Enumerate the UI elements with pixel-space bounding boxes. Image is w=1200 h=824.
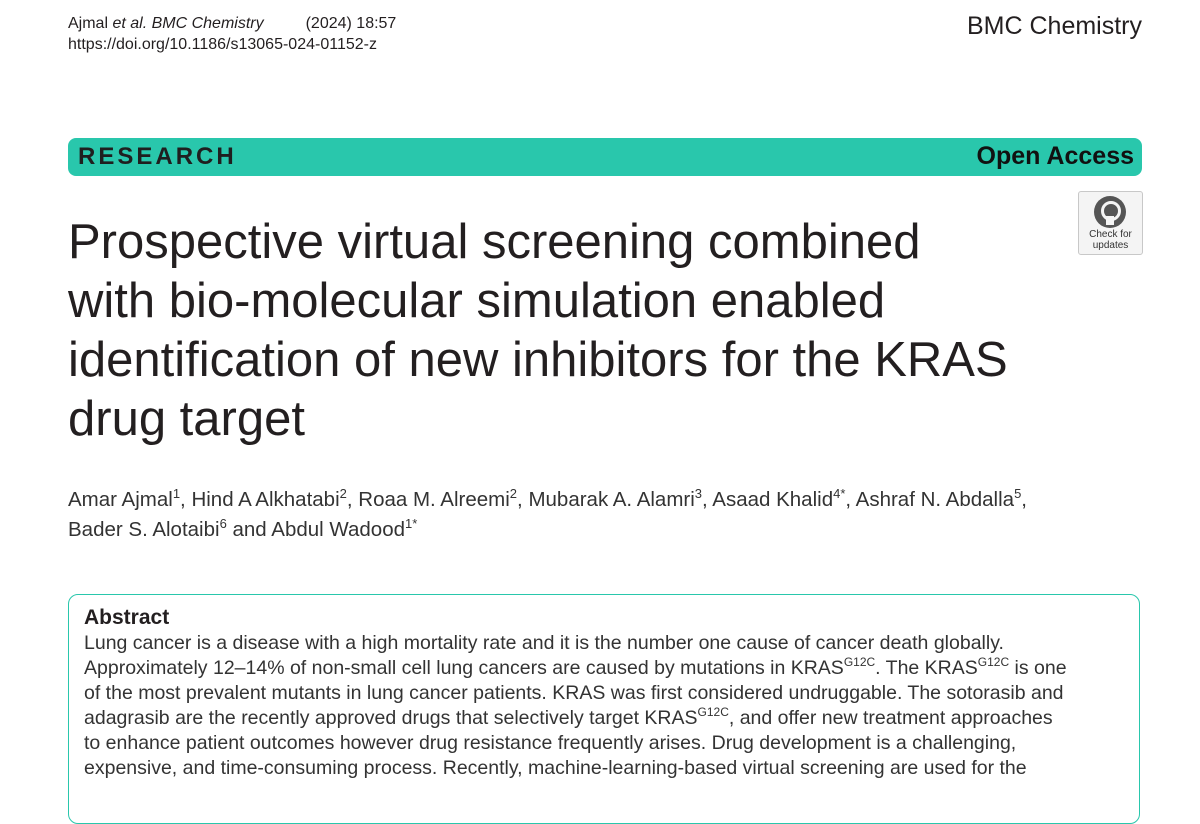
citation-header [68,13,396,55]
author-affiliation: 5 [1014,486,1022,501]
author-affiliation: 6 [219,516,227,531]
journal-name: BMC Chemistry [966,12,1142,40]
author-separator: , [517,488,529,511]
title-line: with bio-molecular simulation enabled [68,274,886,328]
citation-authors: Ajmal [68,15,113,32]
citation-year-volume: (2024) 18:57 [305,15,397,32]
abstract-line: Lung cancer is a disease with a high mortality rate and it is the number one cause of cancer death globally. [84,632,1004,654]
abstract-line [84,656,1119,681]
abstract-text-run: , and offer new treatment approaches [728,707,1053,729]
author-affiliation: 1* [405,516,418,531]
citation-journal: BMC Chemistry [147,15,264,32]
author-name[interactable]: Roaa M. Alreemi [358,488,510,511]
article-title [68,213,1048,449]
title-line: Prospective virtual screening combined [68,215,921,269]
article-type-banner [68,138,1142,176]
author-affiliation: 1 [172,486,181,501]
author-name[interactable]: Hind A Alkhatabi [191,488,340,511]
author-name[interactable]: Asaad Khalid [712,488,834,511]
author-name[interactable]: Ashraf N. Abdalla [855,488,1015,511]
author-separator: and [226,518,272,541]
author-affiliation: 2 [509,486,518,501]
author-affiliation: 4* [833,486,846,501]
badge-line-2: updates [1092,240,1129,251]
abstract-box [68,594,1140,824]
abstract-text-run: Approximately 12–14% of non-small cell lung cancers are caused by mutations in KRAS [84,657,844,679]
author-name[interactable]: Bader S. Alotaibi [68,518,220,541]
author-name[interactable]: Abdul Wadood [271,518,406,541]
check-for-updates-badge[interactable] [1078,191,1143,255]
author-separator: , [845,488,856,511]
author-list [68,485,1128,545]
citation-etal: et al. [112,15,148,32]
abstract-line: to enhance patient outcomes however drug resistance frequently arises. Drug development is a challenging, [84,732,1017,754]
abstract-text-run: . The KRAS [875,657,978,679]
abstract-line: of the most prevalent mutants in lung cancer patients. KRAS was first considered undruggable. The sotorasib and [84,682,1064,704]
doi-link[interactable]: https://doi.org/10.1186/s13065-024-01152-z [68,36,377,53]
mutation-superscript: G12C [977,655,1010,669]
article-type-label: RESEARCH [78,143,237,170]
abstract-text-run: is one [1009,657,1067,679]
check-for-updates-label [1079,229,1142,251]
author-name[interactable]: Mubarak A. Alamri [528,488,695,511]
abstract-heading: Abstract [84,606,170,629]
author-separator: , [1021,488,1027,511]
abstract-line: expensive, and time-consuming process. Recently, machine-learning-based virtual screening are used for the [84,757,1027,779]
title-line: identification of new inhibitors for the KRAS [68,333,1008,387]
citation-line [68,13,396,34]
author-separator: , [346,488,359,511]
abstract-text-run: adagrasib are the recently approved drugs that selectively target KRAS [84,707,698,729]
abstract-text [84,631,1119,781]
open-access-label: Open Access [976,142,1134,170]
abstract-line [84,706,1119,731]
mutation-superscript: G12C [843,655,876,669]
author-separator: , [180,488,192,511]
badge-line-1: Check for [1089,229,1132,240]
mutation-superscript: G12C [697,705,729,719]
author-separator: , [702,488,713,511]
author-name[interactable]: Amar Ajmal [68,488,173,511]
title-line: drug target [68,392,305,446]
author-affiliation: 3 [694,486,703,501]
author-affiliation: 2 [339,486,347,501]
crossmark-icon [1094,196,1126,228]
